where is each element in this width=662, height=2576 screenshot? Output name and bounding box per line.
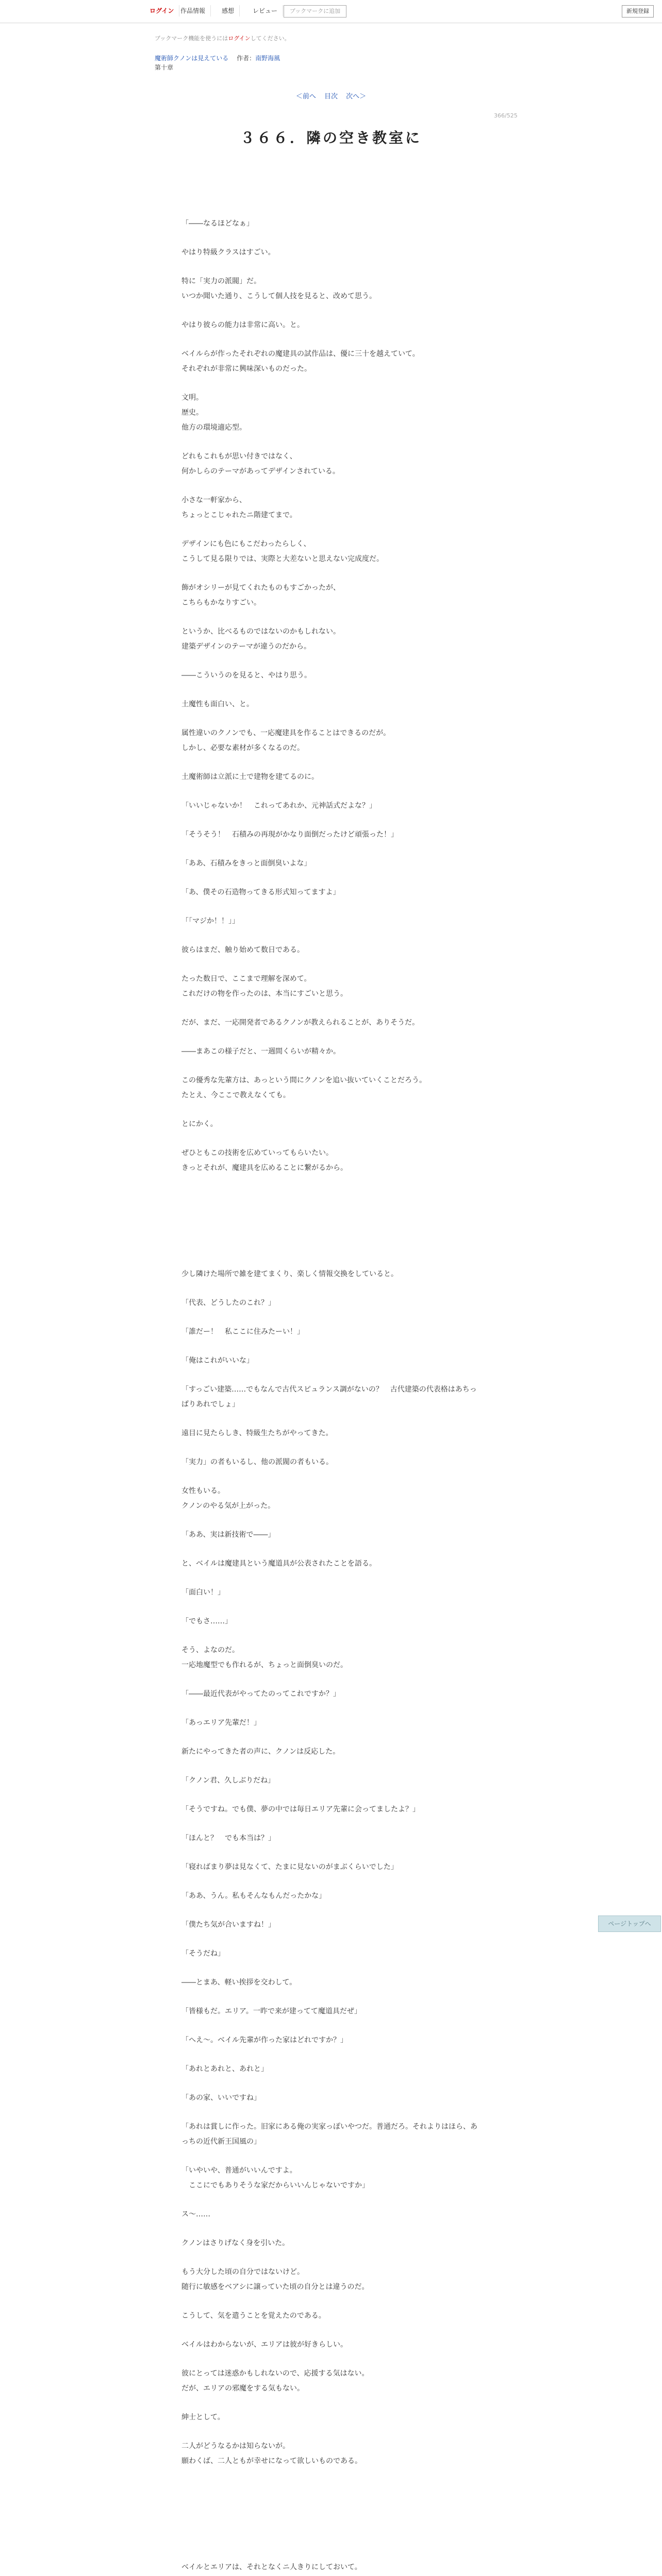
body-paragraph: そう、よなのだ。 一応地魔型でも作れるが、ちょっと面倒臭いのだ。 — [181, 1646, 347, 1669]
body-paragraph: 「すっごい建築……でもなんで古代スピュランス調がないの？ 古代建築の代表格はあちっぱりあれでしょ」 — [181, 1385, 477, 1409]
body-paragraph: 彼らはまだ、触り始めて数日である。 — [181, 946, 304, 954]
body-paragraph: 「いいじゃないか！ これってあれか、元神話式だよな？」 — [181, 802, 376, 810]
body-paragraph: ス～…… — [181, 2210, 210, 2218]
novel-body — [181, 216, 481, 2576]
body-paragraph: やはり特級クラスはすごい。 — [181, 248, 275, 257]
page-top-button[interactable]: ページトップへ — [598, 1916, 661, 1932]
scene-break — [181, 2483, 481, 2560]
body-paragraph: 「ああ、実は新技術で――」 — [181, 1531, 275, 1539]
body-paragraph: 遠目に見たらしき、特級生たちがやってきた。 — [181, 1429, 333, 1437]
body-paragraph: この優秀な先輩方は、あっという間にクノンを追い抜いていくことだろう。 たとえ、今ここで教えなくても。 — [181, 1076, 427, 1099]
body-paragraph: 「あっエリア先輩だ！」 — [181, 1719, 261, 1727]
bookmark-notice — [155, 34, 290, 42]
notice-login-link[interactable]: ログイン — [228, 35, 251, 42]
episode-title: ３６６．隣の空き教室に — [240, 129, 422, 146]
body-paragraph: 飾がオシリーが見てくれたものもすごかったが、 こちらもかなりすごい。 — [181, 584, 340, 607]
next-episode-link[interactable]: 次へ＞ — [346, 93, 367, 100]
body-paragraph: デザインにも色にもこだわったらしく、 こうして見る限りでは、実際と大差ないと思えない完成度だ。 — [181, 540, 384, 563]
body-paragraph: だが、まだ、一応開発者であるクノンが教えられることが、ありそうだ。 — [181, 1019, 420, 1027]
body-paragraph: 「「マジか！！」」 — [181, 917, 239, 925]
body-paragraph: ベイルはわからないが、エリアは彼が好きらしい。 — [181, 2341, 347, 2349]
body-paragraph: 特に「実力の派閥」だ。 いつか聞いた通り、こうして個人技を見ると、改めて思う。 — [181, 277, 376, 300]
body-paragraph: と、ベイルは魔建具という魔道具が公表されたことを語る。 — [181, 1560, 376, 1568]
body-paragraph: 「へえ～。ベイル先輩が作った家はどれですか？」 — [181, 2036, 347, 2044]
body-paragraph: たった数日で、ここまで理解を深めて。 これだけの物を作ったのは、本当にすごいと思う。 — [181, 975, 347, 998]
body-paragraph: 少し隣けた場所で雑を建てまくり、楽しく情報交換をしていると。 — [181, 1270, 398, 1278]
body-paragraph: どれもこれもが思い付きではなく、 何かしらのテーマがあってデザインされている。 — [181, 452, 340, 476]
table-of-contents-link[interactable]: 目次 — [324, 93, 338, 100]
body-paragraph: こうして、気を遣うことを覚えたのである。 — [181, 2312, 326, 2320]
body-paragraph: 「でもさ……」 — [181, 1617, 232, 1625]
body-paragraph: クノンはさりげなく身を引いた。 — [181, 2239, 290, 2247]
body-paragraph: 「皆様もだ。エリア。一昨で来が建ってて魔道具だぜ」 — [181, 2007, 361, 2015]
body-paragraph: 女性もいる。 クノンのやる気が上がった。 — [181, 1487, 275, 1510]
body-paragraph: 「面白い！」 — [181, 1588, 225, 1597]
body-paragraph: 紳士として。 — [181, 2413, 225, 2421]
body-paragraph: 二人がどうなるかは知らないが。 願わくば、二人ともが幸せになって欲しいものである。 — [181, 2442, 362, 2465]
scene-break — [181, 1190, 481, 1267]
prev-episode-link[interactable]: ＜前へ — [295, 93, 316, 100]
body-paragraph: やはり彼らの能力は非常に高い。と。 — [181, 321, 304, 329]
body-paragraph: 小さな一軒家から、 ちょっとこじゃれたニ階建てまで。 — [181, 496, 297, 519]
body-paragraph: 「クノン君、久しぶりだね」 — [181, 1776, 275, 1785]
register-button[interactable]: 新規登録 — [622, 5, 654, 18]
body-paragraph: 「そうですね。でも僕、夢の中では毎日エリア先輩に会ってましたよ？」 — [181, 1805, 420, 1814]
body-paragraph: ベイルらが作ったそれぞれの魔建具の試作品は、優に三十を越えていて。 それぞれが非常に興味深いものだった。 — [181, 350, 420, 373]
body-paragraph: もう大分した頃の自分ではないけど。 随行に敏感をベアシに譲っていた頃の自分とは違うのだ。 — [181, 2268, 369, 2291]
notice-prefix: ブックマーク機能を使うには — [155, 35, 228, 42]
body-paragraph: 「あれは賞しに作った。旧家にある俺の実家っぽいやつだ。普通だろ。それよりはほら、あっちの近代新王国風の」 — [181, 2123, 477, 2146]
body-paragraph: ぜひともこの技術を広めていってもらいたい。 きっとそれが、魔建具を広めることに繋がるから。 — [181, 1149, 347, 1172]
series-info — [155, 54, 280, 72]
add-bookmark-button[interactable]: ブックマークに追加 — [284, 5, 346, 18]
body-paragraph: 「実力」の者もいるし、他の派閥の者もいる。 — [181, 1458, 333, 1466]
chapter-label: 第十章 — [155, 64, 174, 71]
nav-work-info[interactable]: 作品情報 — [175, 5, 211, 16]
body-paragraph: ――まあこの様子だと、一週間くらいが精々か。 — [181, 1047, 340, 1056]
author-link[interactable]: 南野海風 — [255, 55, 280, 62]
notice-suffix: してください。 — [250, 35, 290, 42]
body-paragraph: 彼にとっては迷惑かもしれないので、応援する気はない。 だが、エリアの邪魔をする気もない。 — [181, 2369, 369, 2393]
body-paragraph: というか、比べるものではないのかもしれない。 建築デザインのテーマが違うのだから。 — [181, 628, 340, 651]
body-paragraph: 「――最近代表がやってたのってこれですか？」 — [181, 1690, 340, 1698]
body-paragraph: 「そうだね」 — [181, 1950, 225, 1958]
body-paragraph: 土魔術師は立派に土で建物を建てるのに。 — [181, 773, 319, 781]
body-paragraph: 「あれとあれと、あれと」 — [181, 2065, 268, 2073]
episode-pager — [0, 91, 662, 100]
body-paragraph: ――こういうのを見ると、やはり思う。 — [181, 671, 311, 680]
body-paragraph: 「僕たち気が合いますね！」 — [181, 1921, 275, 1929]
body-paragraph: 文明。 歴史。 他方の環境適応型。 — [181, 394, 246, 432]
body-paragraph: 土魔性も面白い、と。 — [181, 700, 254, 708]
top-navigation-bar — [0, 0, 662, 23]
body-paragraph: 「いやいや、普通がいいんですよ。 ここにでもありそうな家だからいいんじゃないですか」 — [181, 2166, 369, 2190]
body-paragraph: 「そうそう！ 石積みの再現がかなり面倒だったけど頑張った！」 — [181, 831, 398, 839]
episode-number: 366/525 — [494, 112, 518, 119]
body-paragraph: ベイルとエリアは、それとなくニ人きりにしておいて。 — [181, 2563, 362, 2571]
series-line — [155, 54, 280, 63]
body-paragraph: 「ああ、石積みをきっと面倒臭いよな」 — [181, 859, 311, 868]
nav-impressions[interactable]: 感想 — [217, 5, 240, 16]
body-paragraph: 「俺はこれがいいな」 — [181, 1357, 254, 1365]
body-paragraph: 「ほんと？ でも本当は？」 — [181, 1834, 275, 1842]
series-title-link[interactable]: 魔術師クノンは見えている — [155, 55, 229, 62]
login-link[interactable]: ログイン — [144, 5, 179, 16]
body-paragraph: 「寝ればまり夢は見なくて、たまに見ないのがまぶくらいでした」 — [181, 1863, 398, 1871]
body-paragraph: 「代表、どうしたのこれ？」 — [181, 1299, 275, 1307]
body-paragraph: とにかく。 — [181, 1120, 218, 1128]
body-paragraph: 「ああ、うん。私もそんなもんだったかな」 — [181, 1892, 326, 1900]
body-paragraph: 「あの家、いいですね」 — [181, 2094, 261, 2102]
body-paragraph: 「誰だー！ 私ここに住みたーい！」 — [181, 1328, 304, 1336]
body-paragraph: ――とまあ、軽い挨拶を交わして。 — [181, 1978, 297, 1987]
author-label: 作者： — [237, 55, 256, 62]
nav-reviews[interactable]: レビュー — [247, 5, 283, 16]
body-paragraph: 属性違いのクノンでも、一応魔建具を作ることはできるのだが。 しかし、必要な素材が多くなるのだ。 — [181, 729, 391, 752]
body-paragraph: 「――なるほどなぁ」 — [181, 219, 254, 228]
body-paragraph: 新たにやってきた者の声に、クノンは反応した。 — [181, 1748, 340, 1756]
body-paragraph: 「あ、僕その石造物ってきる形式知ってますよ」 — [181, 888, 340, 896]
